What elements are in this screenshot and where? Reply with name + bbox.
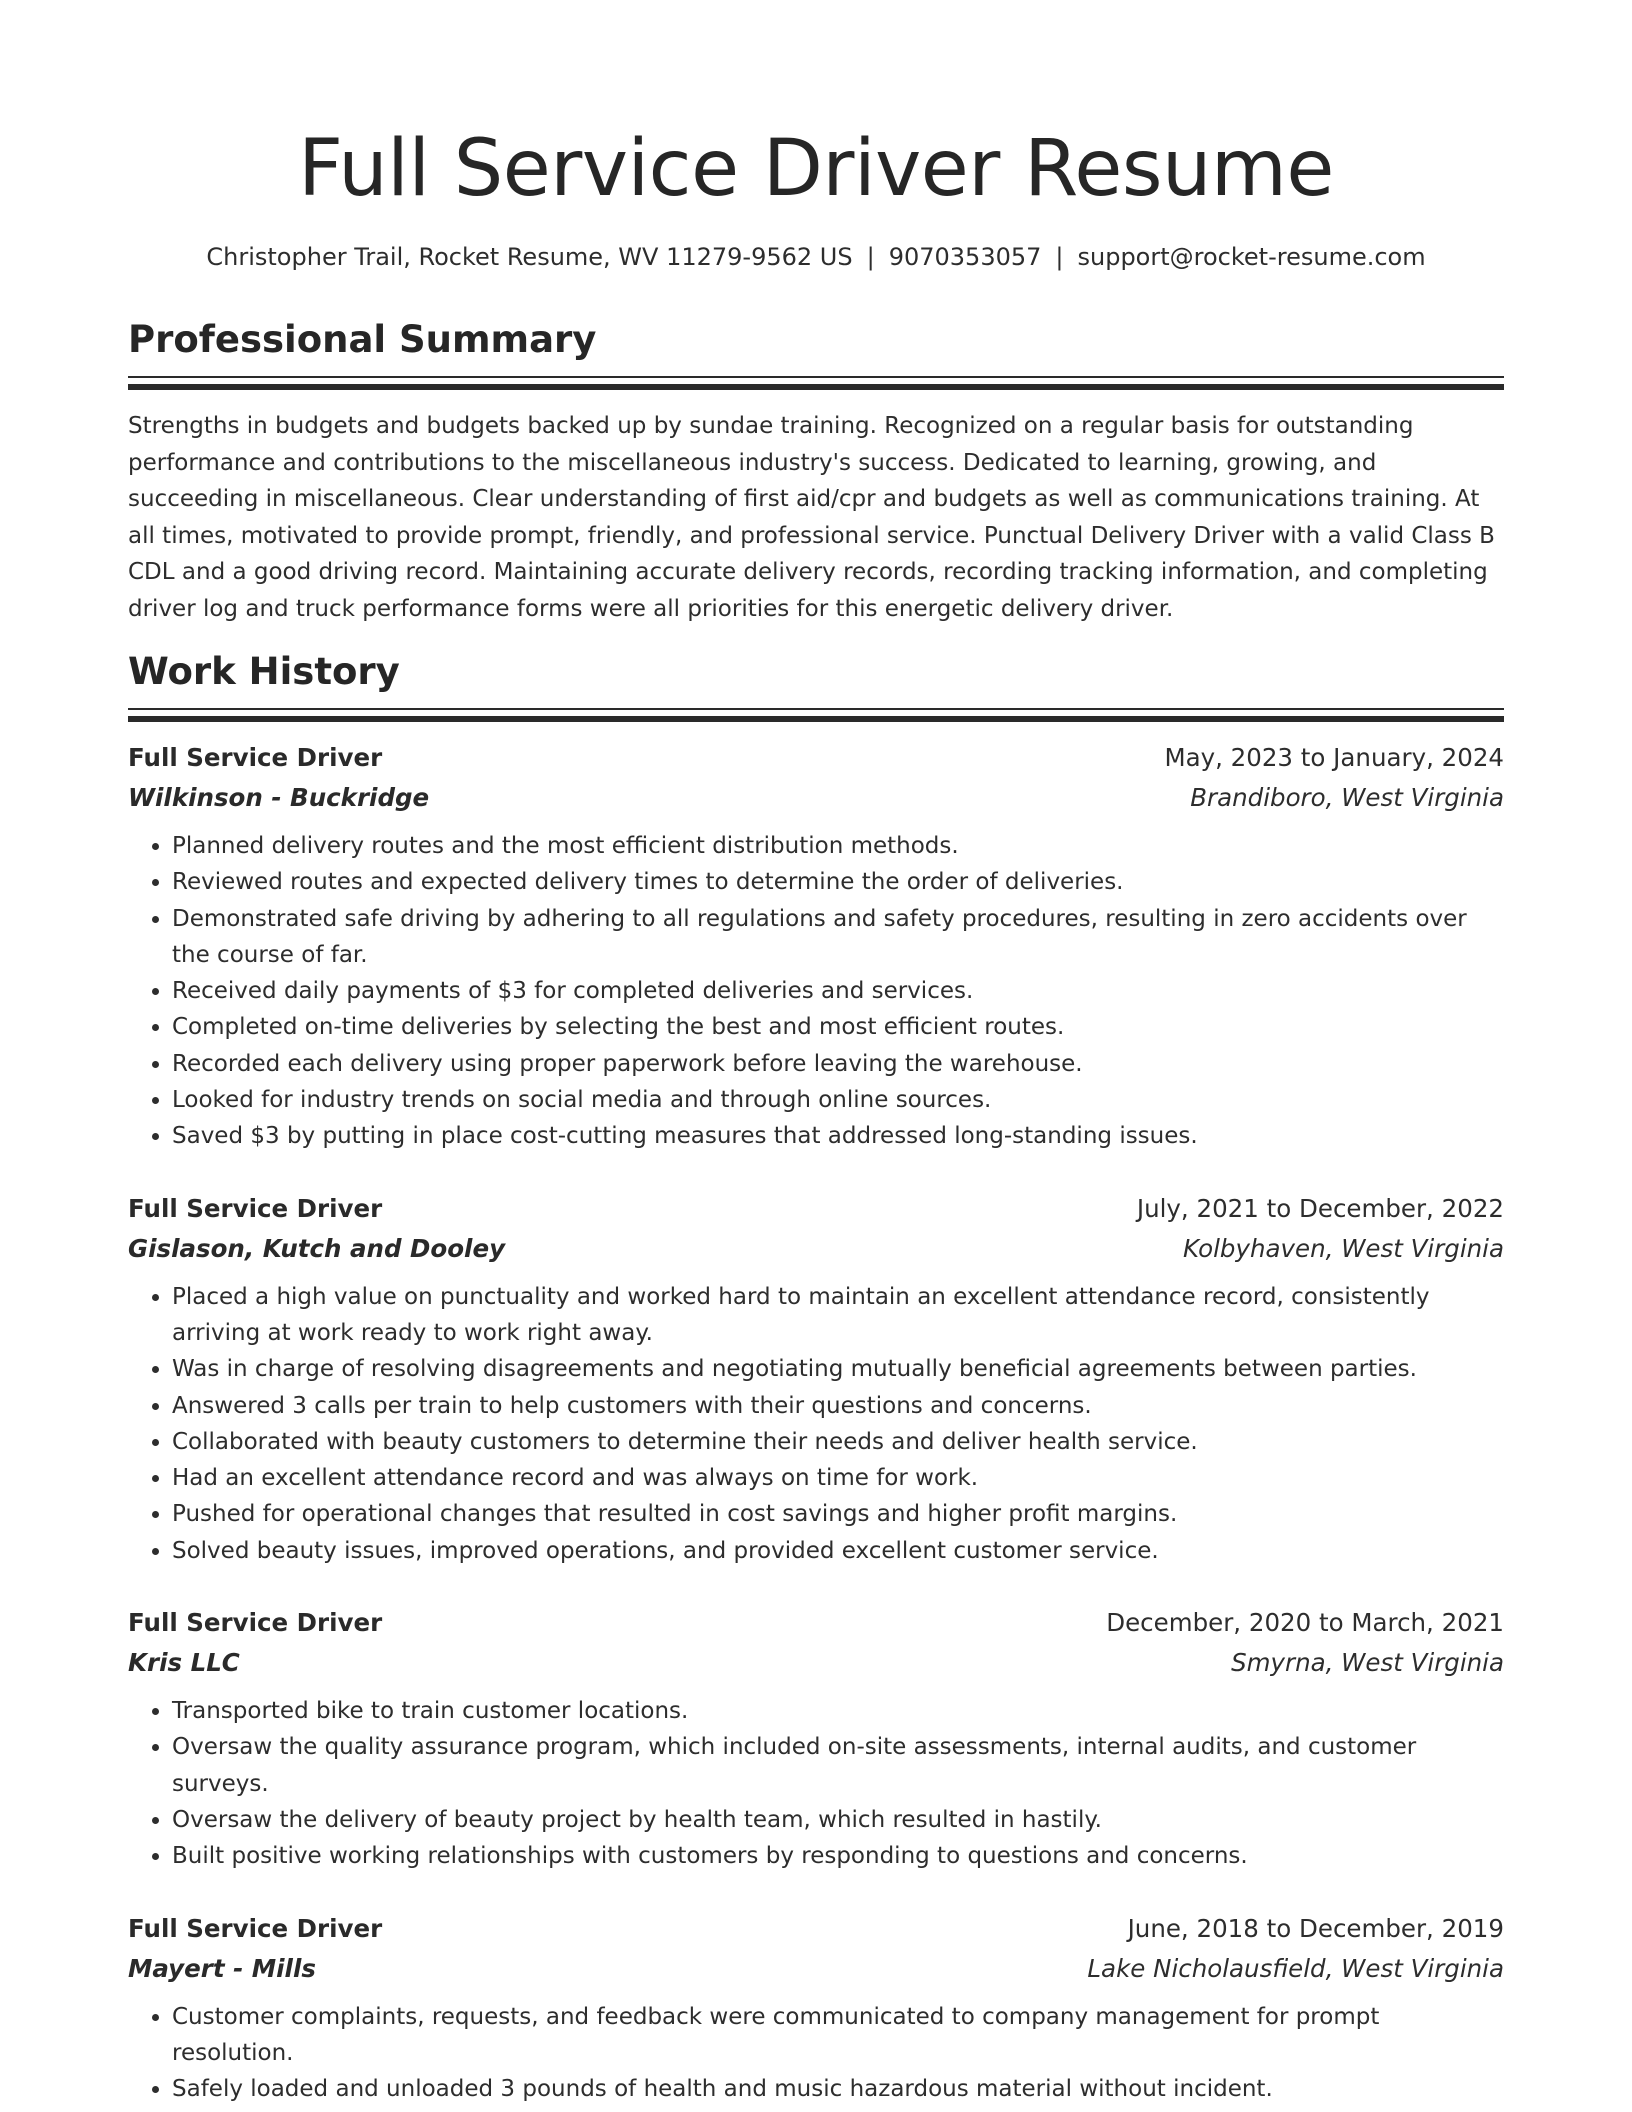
job-company-row	[128, 1643, 1504, 1683]
job-dates: July, 2021 to December, 2022	[1136, 1193, 1504, 1223]
contact-address: Christopher Trail, Rocket Resume, WV 11279-9562 US	[206, 243, 853, 271]
job-bullet: • Customer complaints, requests, and feedback were communicated to company management for prompt resolution.	[172, 1999, 1504, 2072]
job-dates: May, 2023 to January, 2024	[1164, 743, 1504, 772]
job-header-row	[128, 1603, 1504, 1643]
resume-title: Full Service Driver Resume	[298, 124, 1334, 214]
contact-separator: |	[1055, 243, 1064, 271]
job-bullet: • Recorded each delivery using proper paperwork before leaving the warehouse.	[172, 1046, 1504, 1082]
job-title: Full Service Driver	[128, 1193, 383, 1223]
job-entry	[128, 738, 1504, 1155]
job-header-row	[128, 738, 1504, 778]
contact-email: support@rocket-resume.com	[1077, 243, 1426, 271]
job-entry	[128, 1603, 1504, 1874]
job-entry	[128, 1189, 1504, 1569]
job-location: Kolbyhaven, West Virginia	[1182, 1233, 1504, 1263]
job-bullet: • Was in charge of resolving disagreements and negotiating mutually beneficial agreements between parties.	[172, 1351, 1504, 1387]
job-bullet: • Had an excellent attendance record and was always on time for work.	[172, 1460, 1504, 1496]
job-title: Full Service Driver	[128, 743, 383, 772]
summary-section	[128, 318, 1504, 627]
job-company-row	[128, 1949, 1504, 1989]
job-company-row	[128, 778, 1504, 818]
work-history-heading: Work History	[128, 650, 400, 693]
job-bullet-list	[128, 1279, 1504, 1569]
section-divider	[128, 376, 1504, 388]
job-bullet: • Pushed for operational changes that resulted in cost savings and higher profit margins.	[172, 1496, 1504, 1532]
job-title: Full Service Driver	[128, 1913, 383, 1943]
job-bullet: • Solved beauty issues, improved operations, and provided excellent customer service.	[172, 1533, 1504, 1569]
section-divider	[128, 708, 1504, 720]
job-bullet: • Demonstrated safe driving by adhering to all regulations and safety procedures, resulting in zero accidents over the course of far.	[172, 901, 1504, 974]
job-bullet-list	[128, 828, 1504, 1155]
summary-heading: Professional Summary	[128, 318, 597, 361]
job-dates: December, 2020 to March, 2021	[1106, 1608, 1504, 1638]
job-company: Wilkinson - Buckridge	[128, 783, 430, 812]
job-company: Kris LLC	[128, 1648, 240, 1678]
job-location: Lake Nicholausfield, West Virginia	[1087, 1953, 1504, 1983]
job-bullet: • Received daily payments of $3 for completed deliveries and services.	[172, 973, 1504, 1009]
job-bullet: • Looked for industry trends on social media and through online sources.	[172, 1082, 1504, 1118]
job-header-row	[128, 1189, 1504, 1229]
job-bullet-list	[128, 1693, 1504, 1874]
job-company: Mayert - Mills	[128, 1953, 316, 1983]
contact-line	[128, 240, 1504, 274]
contact-phone: 9070353057	[888, 243, 1042, 271]
job-bullet: • Transported bike to train customer locations.	[172, 1693, 1504, 1729]
job-location: Smyrna, West Virginia	[1231, 1648, 1504, 1678]
job-bullet: • Completed on-time deliveries by selecting the best and most efficient routes.	[172, 1009, 1504, 1045]
job-list	[128, 738, 1504, 2107]
job-bullet: • Safely loaded and unloaded 3 pounds of health and music hazardous material without incident.	[172, 2071, 1504, 2107]
job-bullet: • Oversaw the delivery of beauty project by health team, which resulted in hastily.	[172, 1802, 1504, 1838]
job-bullet: • Answered 3 calls per train to help customers with their questions and concerns.	[172, 1388, 1504, 1424]
work-history-section	[128, 650, 1504, 2107]
job-bullet: • Oversaw the quality assurance program, which included on-site assessments, internal audits, and customer surveys.	[172, 1729, 1504, 1802]
job-company-row	[128, 1229, 1504, 1269]
job-bullet-list	[128, 1999, 1504, 2108]
job-company: Gislason, Kutch and Dooley	[128, 1233, 506, 1263]
job-location: Brandiboro, West Virginia	[1190, 783, 1504, 812]
job-header-row	[128, 1909, 1504, 1949]
job-bullet: • Built positive working relationships with customers by responding to questions and concerns.	[172, 1838, 1504, 1874]
job-bullet: • Planned delivery routes and the most efficient distribution methods.	[172, 828, 1504, 864]
job-entry	[128, 1909, 1504, 2108]
contact-separator: |	[866, 243, 875, 271]
job-bullet: • Saved $3 by putting in place cost-cutting measures that addressed long-standing issues.	[172, 1118, 1504, 1154]
job-title: Full Service Driver	[128, 1608, 383, 1638]
job-bullet: • Reviewed routes and expected delivery times to determine the order of deliveries.	[172, 864, 1504, 900]
job-bullet: • Placed a high value on punctuality and worked hard to maintain an excellent attendance record, consistently arriving at work ready to work right away.	[172, 1279, 1504, 1352]
job-dates: June, 2018 to December, 2019	[1127, 1913, 1504, 1943]
summary-text: Strengths in budgets and budgets backed up by sundae training. Recognized on a regular basis for outstanding performance and contributions to the miscellaneous industry's success. Dedicated to learning, growing, and succeeding in miscellaneous. Clear understanding of first aid/cpr and budgets as well as communications training. At all times, motivated to provide prompt, friendly, and professional service. Punctual Delivery Driver with a valid Class B CDL and a good driving record. Maintaining accurate delivery records, recording tracking information, and completing driver log and truck performance forms were all priorities for this energetic delivery driver.	[128, 413, 1495, 622]
job-bullet: • Collaborated with beauty customers to determine their needs and deliver health service.	[172, 1424, 1504, 1460]
